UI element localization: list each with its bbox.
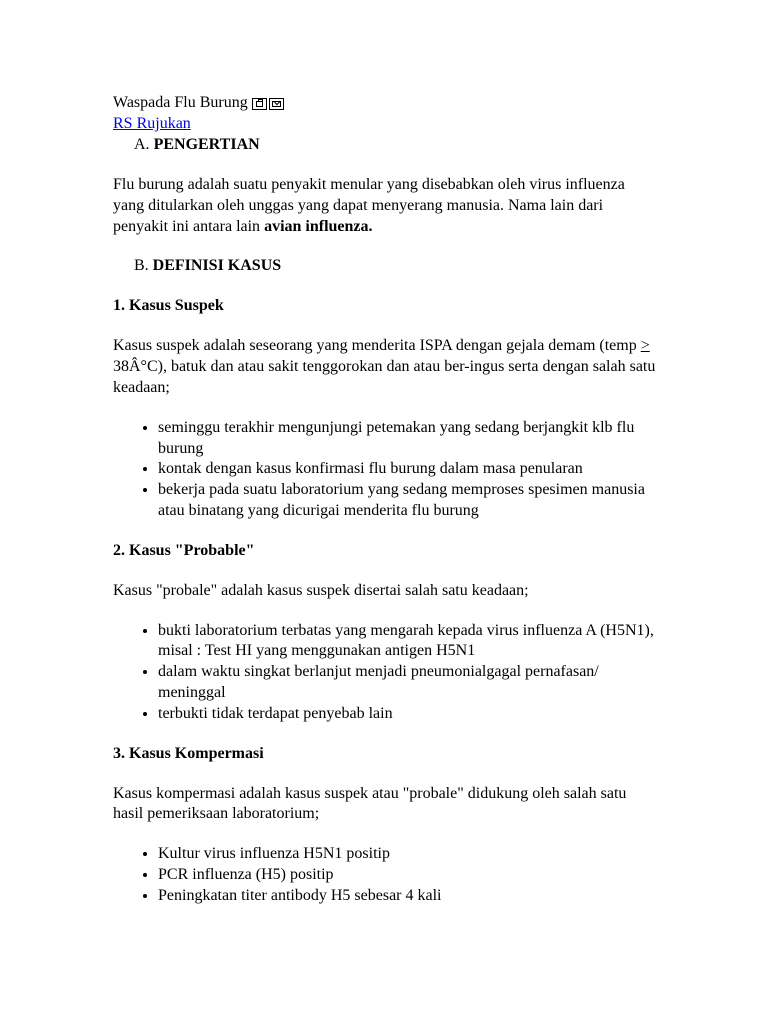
section-a-letter: A.	[134, 136, 150, 153]
kasus-suspek-list	[113, 418, 658, 522]
kasus-probable-list	[113, 621, 658, 725]
article-title: Waspada Flu Burung	[113, 94, 248, 112]
section-a-heading	[113, 135, 658, 156]
list-item: • bekerja pada suatu laboratorium yang sedang memproses spesimen manusia atau binatang yang dicurigai menderita flu burung	[158, 480, 658, 522]
rs-rujukan-link[interactable]: RS Rujukan	[113, 115, 191, 132]
mail-icon[interactable]	[269, 98, 284, 110]
list-item: • Peningkatan titer antibody H5 sebesar 4 kali	[158, 886, 658, 907]
pengertian-bold-text: avian influenza.	[264, 217, 373, 235]
list-item: • dalam waktu singkat berlanjut menjadi pneumonialgagal pernafasan/ meninggal	[158, 662, 658, 704]
kasus-suspek-heading: 1. Kasus Suspek	[113, 297, 224, 315]
kasus-kompermasi-list	[113, 844, 658, 906]
section-b-title: DEFINISI KASUS	[152, 257, 282, 275]
kasus-probable-heading: 2. Kasus "Probable"	[113, 541, 255, 559]
kasus-suspek-paragraph	[113, 336, 658, 398]
list-item: • kontak dengan kasus konfirmasi flu burung dalam masa penularan	[158, 459, 658, 480]
section-b-letter: B.	[134, 257, 149, 275]
greater-equal-symbol: >	[640, 337, 650, 355]
list-item: • bukti laboratorium terbatas yang mengarah kepada virus influenza A (H5N1), misal : Test HI yang menggunakan antigen H5N1	[158, 621, 658, 663]
article	[113, 93, 658, 907]
pengertian-paragraph	[113, 175, 658, 237]
kasus-probable-paragraph: Kasus "probale" adalah kasus suspek disertai salah satu keadaan;	[113, 581, 529, 599]
kasus-suspek-text-after: 38Â°C), batuk dan atau sakit tenggorokan dan atau ber-ingus serta dengan salah satu keadaan;	[113, 358, 656, 396]
list-item: • Kultur virus influenza H5N1 positip	[158, 844, 658, 865]
kasus-suspek-text-before: Kasus suspek adalah seseorang yang menderita ISPA dengan gejala demam (temp	[113, 337, 641, 355]
section-b-heading	[113, 256, 658, 277]
section-a-title: PENGERTIAN	[153, 136, 260, 153]
print-icon[interactable]	[252, 98, 267, 110]
kasus-kompermasi-paragraph: Kasus kompermasi adalah kasus suspek atau "probale" didukung oleh salah satu hasil pemeriksaan laboratorium;	[113, 784, 627, 823]
list-item: • terbukti tidak terdapat penyebab lain	[158, 704, 658, 725]
kasus-kompermasi-heading: 3. Kasus Kompermasi	[113, 744, 264, 762]
article-title-line	[113, 93, 658, 114]
list-item: • PCR influenza (H5) positip	[158, 865, 658, 886]
list-item: • seminggu terakhir mengunjungi petemakan yang sedang berjangkit klb flu burung	[158, 418, 658, 460]
pengertian-text: Flu burung adalah suatu penyakit menular yang disebabkan oleh virus influenza yang ditularkan oleh unggas yang dapat menyerang manusia. Nama lain dari penyakit ini antara lain	[113, 176, 625, 235]
